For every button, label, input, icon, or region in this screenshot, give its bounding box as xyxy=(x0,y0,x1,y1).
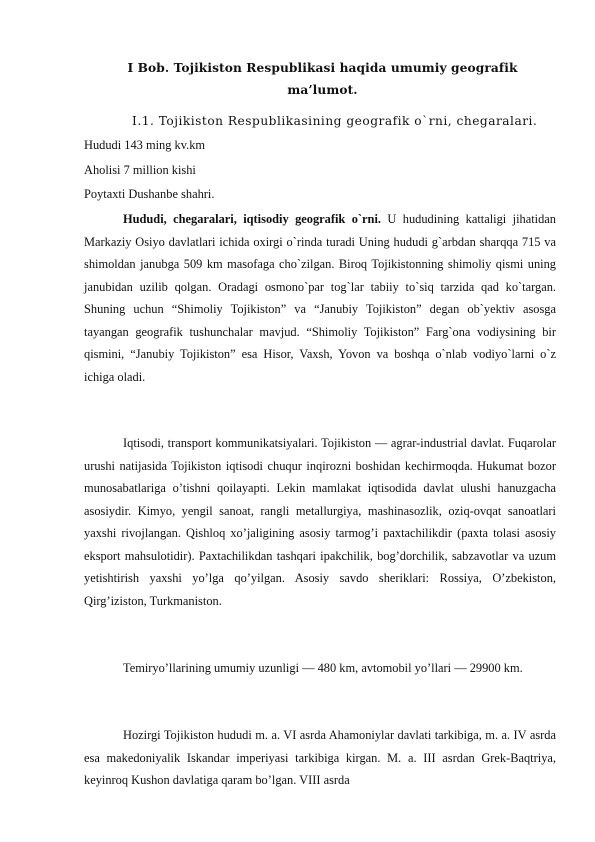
section-title: I.1. Tojikiston Respublikasining geografik o`rni, chegaralari. xyxy=(132,114,538,128)
chapter-title: I Bob. Tojikiston Respublikasi haqida umumiy geografik ma’lumot. xyxy=(127,61,518,97)
fact-capital: Poytaxti Dushanbe shahri. xyxy=(84,187,215,201)
fact-area: Hududi 143 ming kv.km xyxy=(84,138,206,152)
paragraph-lead: Hududi, chegaralari, iqtisodiy geografik o`rni. xyxy=(123,212,381,226)
paragraph-geography xyxy=(84,208,556,388)
paragraph-geography-text: U hududining kattaligi jihatidan Markaziy Osiyo davlatlari ichida oxirgi o`rinda turadi Uning hududi g`arbdan sharqqa 715 va shimoldan janubga 509 km masofaga cho`zilgan. Biroq Tojikistonning shimoliy qismi uning janubidan uzilib qolgan. Oradagi osmono`par tog`lar tabiiy to`siq tarzida qad ko`targan. Shuning uchun “Shimoliy Tojikiston” va “Janubiy Tojikiston” degan ob`yektiv asosga tayangan geografik tushunchalar mavjud. “Shimoliy Tojikiston” Farg`ona vodiysining bir qismini, “Janubiy Tojikiston” esa Hisor, Vaxsh, Yovon va boshqa o`nlab vodiyo`larni o`z ichiga oladi. xyxy=(84,212,557,384)
paragraph-history: Hozirgi Tojikiston hududi m. a. VI asrda Ahamoniylar davlati tarkibiga, m. a. IV asrda esa makedoniyalik Iskandar imperiyasi tarkibiga kirgan. M. a. III asrdan Grek-Baqtriya, keyinroq Kushon davlatiga qaram bo’lgan. VIII asrda xyxy=(84,728,556,787)
fact-population: Aholisi 7 million kishi xyxy=(84,163,196,177)
paragraph-economy: Iqtisodi, transport kommunikatsiyalari. Tojikiston — agrar-industrial davlat. Fuqarolar urushi natijasida Tojikiston iqtisodi chuqur inqirozni boshidan kechirmoqda. Hukumat bozor munosabatlariga o’tishni qoilayapti. Lekin mamlakat iqtisodida davlat ulushi hanuzgacha asosiydir. Kimyo, yengil sanoat, rangli metallurgiya, mashinasozlik, oziq-ovqat sanoatlari yaxshi rivojlangan. Qishloq xo’jaligining asosiy tarmog’i paxtachilikdir (paxta tolasi asosiy eksport mahsulotidir). Paxtachilikdan tashqari ipakchilik, bog’dorchilik, sabzavotlar va uzum yetishtirish yaxshi yo’lga qo’yilgan. Asosiy savdo sheriklari: Rossiya, O’zbekiston, Qirg’iziston, Turkmaniston. xyxy=(84,436,556,608)
paragraph-transport: Temiryo’llarining umumiy uzunligi — 480 km, avtomobil yo’llari — 29900 km. xyxy=(123,661,523,675)
